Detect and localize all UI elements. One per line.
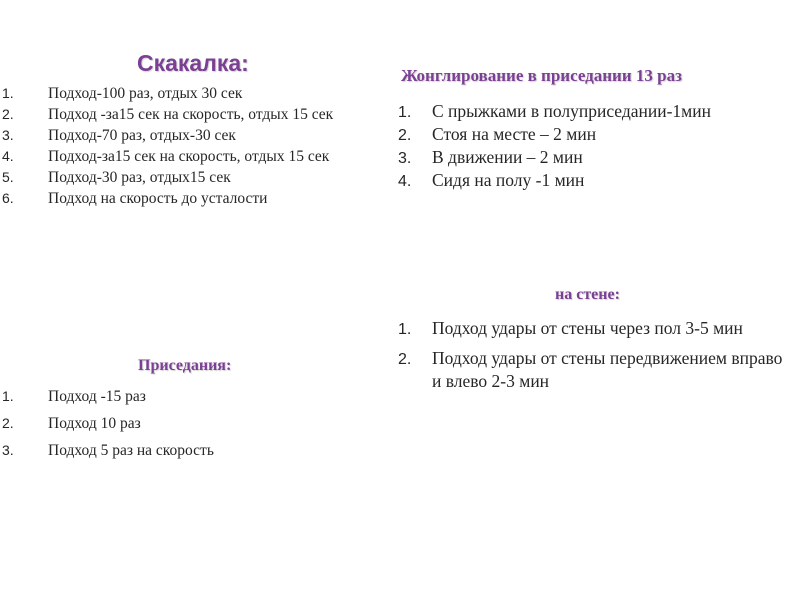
list-item <box>2 146 388 167</box>
list-item <box>2 188 388 209</box>
list-number: 5. <box>2 169 14 185</box>
list-text: С прыжками в полуприседании-1мин <box>432 101 711 121</box>
list-number: 2. <box>2 415 14 431</box>
list-number: 1. <box>2 85 14 101</box>
list-text: Подход -15 раз <box>48 388 146 405</box>
list-item <box>398 123 792 146</box>
list-item <box>2 386 388 407</box>
list-item <box>398 100 792 123</box>
list-number: 6. <box>2 190 14 206</box>
list-text: Подход-70 раз, отдых-30 сек <box>48 127 236 144</box>
list-text: Сидя на полу -1 мин <box>432 170 585 190</box>
list-number: 3. <box>2 127 14 143</box>
list-text: Подход на скорость до усталости <box>48 190 268 207</box>
list-text: Стоя на месте – 2 мин <box>432 124 597 144</box>
list-item <box>398 347 792 393</box>
list-prisedaniya <box>2 386 388 467</box>
list-item <box>2 125 388 146</box>
list-item <box>2 440 388 461</box>
list-skakalka <box>2 83 388 209</box>
list-text: В движении – 2 мин <box>432 147 583 167</box>
list-number: 4. <box>398 173 412 190</box>
section-title-zhonglirovanie: Жонглирование в приседании 13 раз <box>401 66 682 85</box>
list-na-stene <box>398 317 792 400</box>
list-item <box>2 104 388 125</box>
list-number: 2. <box>2 106 14 122</box>
list-text: Подход-100 раз, отдых 30 сек <box>48 85 243 102</box>
list-number: 3. <box>2 442 14 458</box>
list-item <box>2 413 388 434</box>
list-text: Подход-за15 сек на скорость, отдых 15 сек <box>48 148 330 165</box>
list-item <box>398 169 792 192</box>
list-number: 4. <box>2 148 14 164</box>
list-zhonglirovanie <box>398 100 792 192</box>
list-item <box>398 146 792 169</box>
list-text: Подход -за15 сек на скорость, отдых 15 сек <box>48 106 334 123</box>
list-text: Подход 10 раз <box>48 415 141 432</box>
list-item <box>2 83 388 104</box>
list-item <box>2 167 388 188</box>
list-number: 2. <box>398 351 412 368</box>
section-title-skakalka: Скакалка: <box>137 50 249 76</box>
section-title-na-stene: на стене: <box>555 286 620 303</box>
list-number: 1. <box>398 321 412 338</box>
list-text: Подход 5 раз на скорость <box>48 442 214 459</box>
list-number: 1. <box>2 388 14 404</box>
list-item <box>398 317 792 340</box>
section-title-prisedaniya: Приседания: <box>138 357 232 374</box>
list-number: 3. <box>398 150 412 167</box>
list-text: Подход удары от стены через пол 3-5 мин <box>432 318 743 338</box>
list-text: Подход-30 раз, отдых15 сек <box>48 169 231 186</box>
list-text: Подход удары от стены передвижением вправо и влево 2-3 мин <box>432 348 783 391</box>
list-number: 1. <box>398 104 412 121</box>
list-number: 2. <box>398 127 412 144</box>
